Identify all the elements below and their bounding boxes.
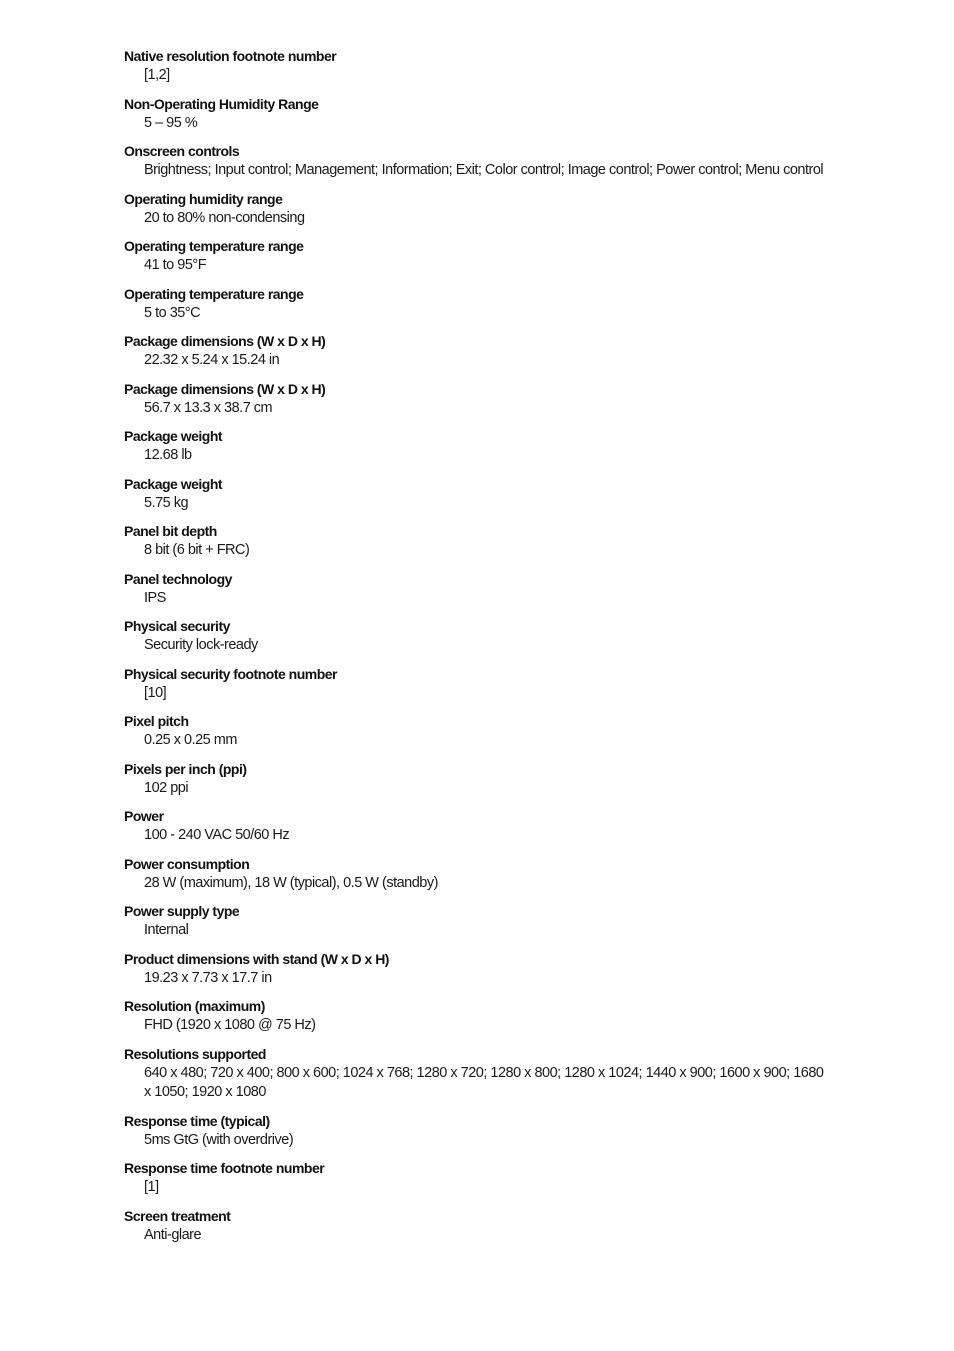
spec-value: 56.7 x 13.3 x 38.7 cm (144, 399, 273, 416)
spec-label: Native resolution footnote number (124, 48, 337, 64)
spec-label: Onscreen controls (124, 143, 240, 159)
spec-value: IPS (144, 589, 166, 606)
spec-item-product-dimensions-with-stand (124, 950, 830, 989)
spec-label: Product dimensions with stand (W x D x H) (124, 950, 389, 967)
spec-label: Resolutions supported (124, 1045, 266, 1062)
spec-value: 5 – 95 % (144, 114, 198, 131)
spec-value: 41 to 95°F (144, 257, 207, 273)
spec-label: Physical security (124, 618, 230, 634)
spec-value: 640 x 480; 720 x 400; 800 x 600; 1024 x 768; 1280 x 720; 1280 x 800; 1280 x 1024; 1440 x 900; 1600 x 900; 1680 x 1050; 1920 x 1080 (144, 1064, 824, 1100)
spec-value: 100 - 240 VAC 50/60 Hz (144, 827, 290, 843)
spec-value: 102 ppi (144, 779, 189, 796)
spec-label: Power consumption (124, 855, 250, 872)
spec-item-panel-bit-depth (124, 522, 830, 561)
spec-label: Operating temperature range (124, 238, 304, 254)
spec-value: 22.32 x 5.24 x 15.24 in (144, 352, 280, 368)
spec-item-package-dimensions-cm (124, 380, 830, 419)
spec-item-power (124, 807, 830, 846)
spec-item-response-time (124, 1112, 830, 1151)
spec-value: Brightness; Input control; Management; Information; Exit; Color control; Image control; Power control; Menu control (144, 162, 824, 178)
spec-value: [10] (144, 684, 167, 701)
spec-value: Internal (144, 922, 189, 938)
spec-value: [1,2] (144, 67, 170, 83)
spec-label: Response time (typical) (124, 1112, 270, 1129)
spec-label: Package dimensions (W x D x H) (124, 380, 326, 397)
spec-list (124, 47, 830, 1254)
spec-label: Package weight (124, 428, 223, 444)
spec-value: 0.25 x 0.25 mm (144, 732, 237, 748)
spec-item-power-consumption (124, 855, 830, 894)
spec-label: Pixels per inch (ppi) (124, 760, 247, 777)
spec-item-response-time-footnote (124, 1159, 830, 1198)
spec-label: Response time footnote number (124, 1160, 325, 1176)
spec-item-physical-security-footnote (124, 665, 830, 704)
spec-label: Operating humidity range (124, 190, 283, 207)
spec-label: Power (124, 808, 164, 824)
spec-value: FHD (1920 x 1080 @ 75 Hz) (144, 1017, 316, 1033)
spec-value: 5.75 kg (144, 494, 189, 511)
spec-label: Package dimensions (W x D x H) (124, 333, 326, 349)
spec-value: 5 to 35°C (144, 304, 201, 321)
spec-label: Package weight (124, 475, 223, 492)
spec-value: 8 bit (6 bit + FRC) (144, 542, 250, 558)
spec-value: 12.68 lb (144, 447, 192, 463)
spec-value: Security lock-ready (144, 637, 258, 653)
spec-item-package-weight-kg (124, 475, 830, 514)
spec-label: Resolution (maximum) (124, 998, 265, 1014)
spec-item-screen-treatment (124, 1207, 830, 1246)
spec-value: 5ms GtG (with overdrive) (144, 1131, 294, 1148)
spec-item-panel-technology (124, 570, 830, 609)
spec-label: Panel technology (124, 570, 232, 587)
spec-label: Operating temperature range (124, 285, 304, 302)
spec-item-pixels-per-inch (124, 760, 830, 799)
spec-item-operating-temperature-f (124, 237, 830, 276)
spec-item-native-resolution-footnote (124, 47, 830, 86)
spec-item-resolution-maximum (124, 997, 830, 1036)
spec-value: Anti-glare (144, 1226, 202, 1243)
spec-item-physical-security (124, 617, 830, 656)
spec-item-pixel-pitch (124, 712, 830, 751)
spec-label: Power supply type (124, 903, 240, 919)
spec-value: 28 W (maximum), 18 W (typical), 0.5 W (standby) (144, 874, 438, 891)
spec-value: 20 to 80% non-condensing (144, 209, 305, 226)
spec-value: [1] (144, 1179, 159, 1195)
spec-item-operating-humidity (124, 190, 830, 229)
spec-item-power-supply-type (124, 902, 830, 941)
spec-item-package-weight-lb (124, 427, 830, 466)
spec-label: Pixel pitch (124, 713, 189, 729)
spec-item-resolutions-supported (124, 1045, 830, 1103)
spec-item-onscreen-controls (124, 142, 830, 181)
spec-item-operating-temperature-c (124, 285, 830, 324)
spec-label: Panel bit depth (124, 523, 217, 539)
spec-value: 19.23 x 7.73 x 17.7 in (144, 969, 272, 986)
spec-label: Screen treatment (124, 1207, 231, 1224)
spec-item-package-dimensions-in (124, 332, 830, 371)
spec-label: Non-Operating Humidity Range (124, 95, 319, 112)
spec-label: Physical security footnote number (124, 665, 337, 682)
spec-item-non-operating-humidity (124, 95, 830, 134)
